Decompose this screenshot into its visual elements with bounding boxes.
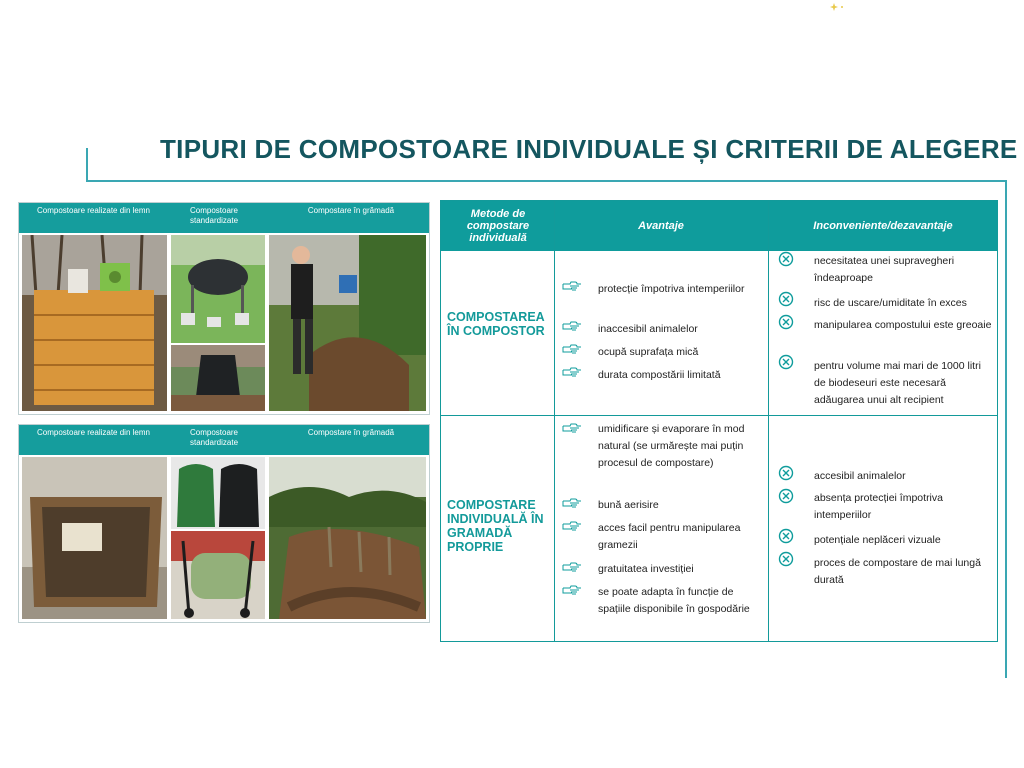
panel-label-pile: Compostare în grămadă: [307, 206, 395, 215]
pointing-hand-icon: [562, 321, 582, 331]
green-tumbler-photo: [171, 531, 265, 619]
wooden-crate-photo: [22, 457, 167, 619]
circled-x-icon: [778, 465, 794, 481]
header-pros: Avantaje: [638, 220, 684, 232]
table-divider: [768, 201, 769, 641]
method-compostor: COMPOSTAREA ÎN COMPOSTOR: [447, 310, 545, 338]
garden-pile-photo: [269, 457, 426, 619]
circled-x-icon: [778, 251, 794, 267]
plastic-bin-photo: [171, 345, 265, 411]
pointing-hand-icon: [562, 585, 582, 595]
pro-item: ocupă suprafața mică: [598, 346, 699, 358]
pointing-hand-icon: [562, 498, 582, 508]
wooden-composter-photo: [22, 235, 167, 411]
frame-line-right: [1005, 180, 1007, 678]
pro-item: bună aerisire: [598, 499, 659, 511]
pro-item: se poate adapta în funcție de spațiile disponibile în gospodărie: [598, 586, 750, 615]
circled-x-icon: [778, 314, 794, 330]
panel-label-standard: Compostoare standardizate: [189, 428, 239, 447]
con-item: manipularea compostului este greoaie: [814, 319, 992, 331]
pointing-hand-icon: [562, 423, 582, 433]
panel-label-standard: Compostoare standardizate: [189, 206, 239, 225]
tumbler-composter-photo: [171, 235, 265, 343]
con-item: necesitatea unei supravegheri îndeaproape: [814, 255, 955, 284]
panel-label-wood: Compostoare realizate din lemn: [37, 206, 150, 215]
photo-panel-header: [19, 425, 429, 455]
photo-panel-header: [19, 203, 429, 233]
con-item: accesibil animalelor: [814, 470, 906, 482]
frame-line-top: [86, 180, 1006, 182]
pointing-hand-icon: [562, 562, 582, 572]
con-item: absența protecției împotriva intemperiilor: [814, 492, 943, 521]
con-item: risc de uscare/umiditate în exces: [814, 297, 967, 309]
panel-label-pile: Compostare în grămadă: [307, 428, 395, 437]
compost-pile-man-photo: [269, 235, 426, 411]
method-pile: COMPOSTARE INDIVIDUALĂ ÎN GRAMADĂ PROPRIE: [447, 498, 544, 554]
pro-item: gratuitatea investiției: [598, 563, 694, 575]
pro-item: protecție împotriva intemperiilor: [598, 283, 745, 295]
pro-item: durata compostării limitată: [598, 369, 721, 381]
pointing-hand-icon: [562, 521, 582, 531]
circled-x-icon: [778, 291, 794, 307]
con-item: potențiale neplăceri vizuale: [814, 534, 941, 546]
pro-item: inaccesibil animalelor: [598, 323, 698, 335]
circled-x-icon: [778, 488, 794, 504]
pointing-hand-icon: [562, 367, 582, 377]
pointing-hand-icon: [562, 281, 582, 291]
green-bins-photo: [171, 457, 265, 529]
header-cons: Inconveniente/dezavantaje: [813, 220, 953, 232]
page-title: TIPURI DE COMPOSTOARE INDIVIDUALE ȘI CRITERII DE ALEGERE: [160, 134, 1018, 164]
pro-item: umidificare și evaporare în mod natural (se urmărește mai puțin procesul de compostare): [598, 423, 745, 469]
composting-methods-table: [440, 200, 998, 642]
table-row-divider: [441, 415, 997, 416]
circled-x-icon: [778, 528, 794, 544]
header-method: Metode de compostare individuală: [466, 208, 530, 244]
pro-item: acces facil pentru manipularea gramezii: [598, 522, 741, 551]
con-item: proces de compostare de mai lungă durată: [814, 557, 981, 586]
photo-panel-compostor: [18, 202, 430, 415]
sparkle-icon: [826, 2, 848, 12]
table-header: [441, 201, 997, 251]
photo-panel-pile: [18, 424, 430, 623]
table-divider: [554, 201, 555, 641]
frame-line-left: [86, 148, 88, 182]
panel-label-wood: Compostoare realizate din lemn: [37, 428, 150, 437]
pointing-hand-icon: [562, 344, 582, 354]
circled-x-icon: [778, 354, 794, 370]
con-item: pentru volume mai mari de 1000 litri de biodeseuri este necesară adăugarea unui alt recipient: [814, 360, 981, 406]
circled-x-icon: [778, 551, 794, 567]
